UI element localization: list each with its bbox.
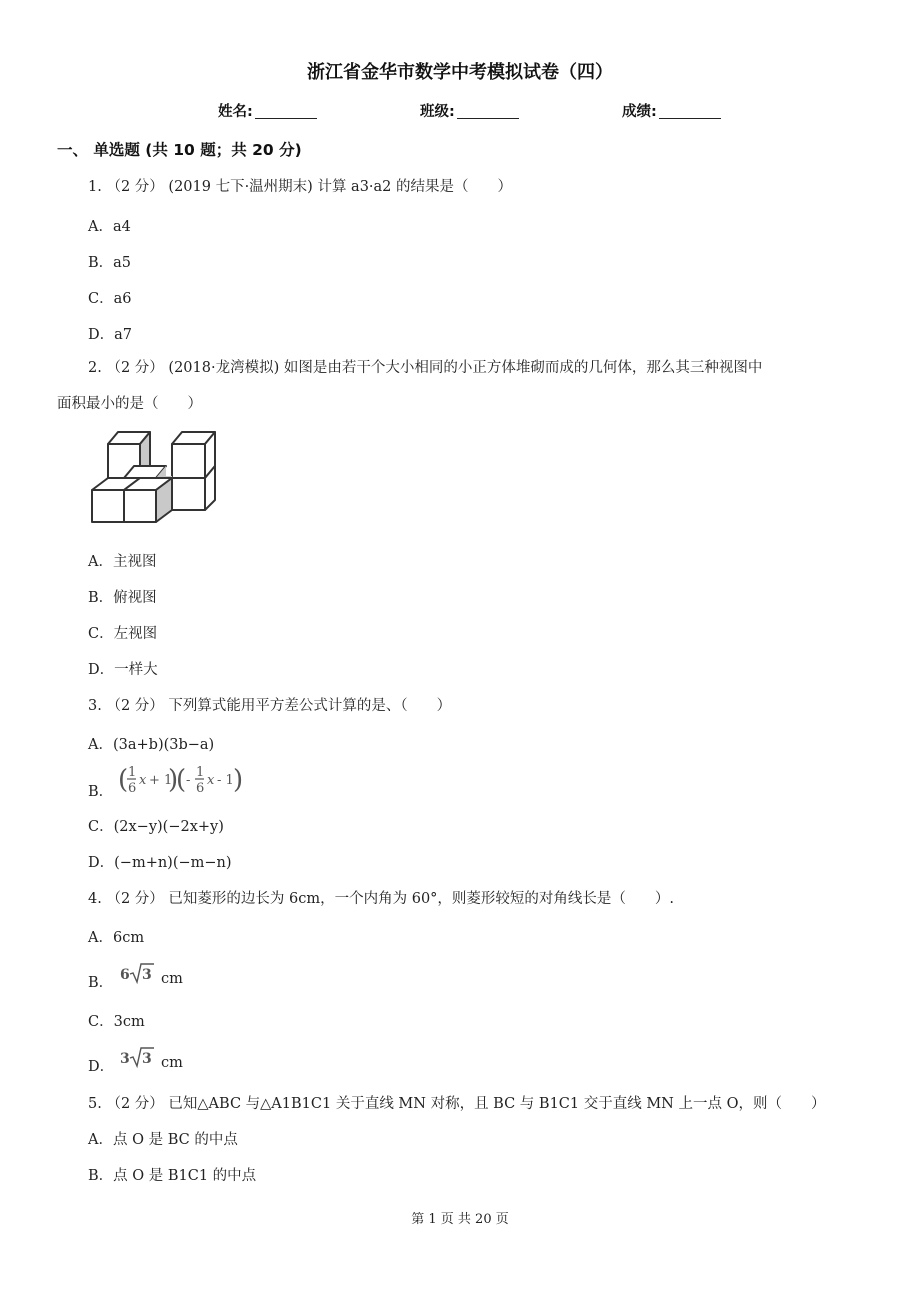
score-blank xyxy=(659,104,721,119)
option-letter: A． xyxy=(88,930,113,946)
formula-sign2: - xyxy=(186,773,191,788)
question-text: 已知菱形的边长为 6cm，一个内角为 60°，则菱形较短的对角线长是（ ）. xyxy=(168,891,675,907)
q2-option-d xyxy=(88,658,158,679)
option-text: a7 xyxy=(114,327,133,343)
q1-option-a xyxy=(88,215,131,236)
q5-option-a xyxy=(88,1128,238,1149)
option-letter: B． xyxy=(88,1168,114,1184)
sqrt-expression xyxy=(118,1045,158,1071)
question-text: (2018·龙湾模拟) 如图是由若干个大小相同的小正方体堆砌而成的几何体，那么其三种视图中 xyxy=(168,360,763,376)
option-letter: A． xyxy=(88,737,113,753)
paren-open: ( xyxy=(176,765,187,795)
question-2 xyxy=(88,356,762,377)
option-letter: C． xyxy=(88,819,114,835)
q2-option-c xyxy=(88,622,157,643)
question-3 xyxy=(88,694,451,715)
option-text: (3a+b)(3b−a) xyxy=(112,737,215,753)
q4-option-b xyxy=(88,971,113,992)
cube-face xyxy=(92,490,124,522)
option-text: 左视图 xyxy=(113,626,158,642)
option-letter: A． xyxy=(88,554,113,570)
section-heading: 一、 单选题 (共 10 题；共 20 分) xyxy=(57,141,302,159)
option-unit: cm xyxy=(161,971,183,987)
question-score: （2 分） xyxy=(106,698,164,714)
class-label: 班级: xyxy=(420,104,455,120)
paren-close: ) xyxy=(233,765,244,795)
q3-option-d xyxy=(88,851,232,872)
question-4 xyxy=(88,887,674,908)
option-text: (−m+n)(−m−n) xyxy=(114,855,232,871)
option-letter: B． xyxy=(88,255,114,271)
option-letter: D． xyxy=(88,1059,115,1075)
question-score: （2 分） xyxy=(106,891,164,907)
sqrt-expression xyxy=(118,961,158,987)
cube-face xyxy=(172,444,205,478)
class-blank xyxy=(457,104,519,119)
q1-option-b xyxy=(88,251,131,272)
formula-den1: 6 xyxy=(128,781,137,796)
q2-option-a xyxy=(88,550,156,571)
formula-den2: 6 xyxy=(196,781,205,796)
paren-close: ) xyxy=(168,765,179,795)
question-score: （2 分） xyxy=(106,1096,164,1112)
option-text: 点 O 是 B1C1 的中点 xyxy=(113,1168,257,1184)
question-number: 3. xyxy=(88,698,102,714)
option-text: (2x−y)(−2x+y) xyxy=(113,819,224,835)
formula-var1: x xyxy=(139,773,147,788)
option-letter: C． xyxy=(88,291,114,307)
sqrt-coef: 3 xyxy=(120,1051,130,1067)
question-number: 5. xyxy=(88,1096,102,1112)
class-field xyxy=(420,100,519,121)
paren-open: ( xyxy=(118,765,129,795)
q3-option-c xyxy=(88,815,224,836)
option-letter: C． xyxy=(88,626,114,642)
question-score: （2 分） xyxy=(106,360,164,376)
formula-num1: 1 xyxy=(128,765,137,780)
option-text: a5 xyxy=(113,255,132,271)
question-number: 2. xyxy=(88,360,102,376)
question-number: 4. xyxy=(88,891,102,907)
formula-num2: 1 xyxy=(196,765,205,780)
q4-option-c xyxy=(88,1010,145,1031)
question-text: 下列算式能用平方差公式计算的是、（ ） xyxy=(168,698,452,714)
question-score: （2 分） xyxy=(106,179,164,195)
option-letter: B． xyxy=(88,784,114,800)
page-title: 浙江省金华市数学中考模拟试卷（四） xyxy=(307,62,613,83)
option-text: a4 xyxy=(112,219,131,235)
sqrt-radicand: 3 xyxy=(142,1051,152,1067)
cube-face xyxy=(172,478,205,510)
option-text: 一样大 xyxy=(114,662,158,678)
option-letter: C． xyxy=(88,1014,114,1030)
option-text: a6 xyxy=(113,291,132,307)
option-unit: cm xyxy=(161,1055,183,1071)
option-letter: A． xyxy=(88,219,113,235)
option-letter: A． xyxy=(88,1132,113,1148)
q2-option-b xyxy=(88,586,157,607)
formula-rest2: - 1 xyxy=(217,773,234,788)
cube-face xyxy=(124,490,156,522)
option-text: 俯视图 xyxy=(113,590,157,606)
sqrt-coef: 6 xyxy=(120,967,130,983)
option-text: 主视图 xyxy=(112,554,157,570)
q1-option-c xyxy=(88,287,131,308)
q3-option-a xyxy=(88,733,214,754)
score-label: 成绩: xyxy=(622,104,657,120)
formula-rest1: + 1 xyxy=(149,773,173,788)
formula-var2: x xyxy=(207,773,215,788)
option-text: 3cm xyxy=(113,1014,145,1030)
q5-option-b xyxy=(88,1164,256,1185)
q3-option-b xyxy=(88,780,113,801)
name-label: 姓名: xyxy=(218,104,253,120)
question-5 xyxy=(88,1092,825,1113)
score-field xyxy=(622,100,721,121)
question-text: (2019 七下·温州期末) 计算 a3·a2 的结果是（ ） xyxy=(168,179,513,195)
q4-option-a xyxy=(88,926,144,947)
page-footer: 第 1 页 共 20 页 xyxy=(411,1212,509,1227)
fraction-formula xyxy=(116,763,244,797)
option-letter: D． xyxy=(88,327,115,343)
question-1 xyxy=(88,175,512,196)
option-letter: B． xyxy=(88,590,114,606)
option-text: 点 O 是 BC 的中点 xyxy=(112,1132,238,1148)
option-letter: D． xyxy=(88,855,115,871)
q4-option-d xyxy=(88,1055,114,1076)
q1-option-d xyxy=(88,323,132,344)
cube-stack-figure xyxy=(88,428,228,528)
name-blank xyxy=(255,104,317,119)
question-number: 1. xyxy=(88,179,102,195)
question-2-continued: 面积最小的是（ ） xyxy=(57,396,202,412)
option-text: 6cm xyxy=(112,930,145,946)
question-text: 已知△ABC 与△A1B1C1 关于直线 MN 对称，且 BC 与 B1C1 交于直线 MN 上一点 O，则（ ） xyxy=(168,1096,826,1112)
option-letter: B． xyxy=(88,975,114,991)
name-field xyxy=(218,100,317,121)
option-letter: D． xyxy=(88,662,115,678)
sqrt-radicand: 3 xyxy=(142,967,152,983)
